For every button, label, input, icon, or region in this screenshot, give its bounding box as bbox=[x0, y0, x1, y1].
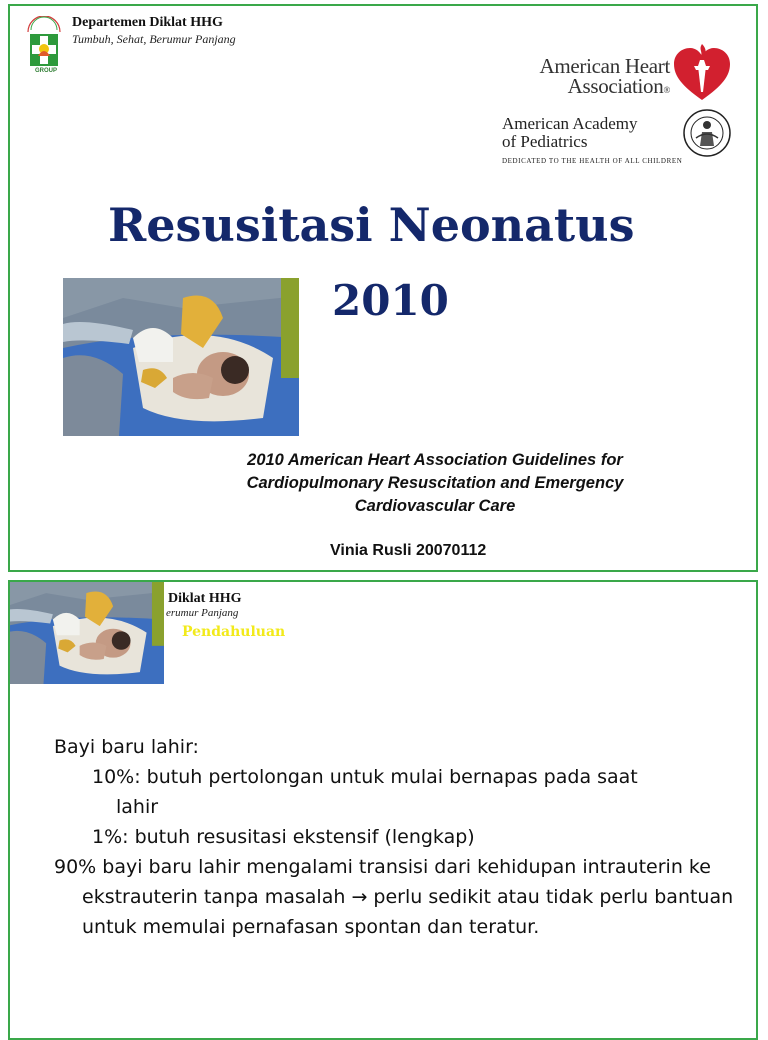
body-paragraph-2 bbox=[54, 762, 734, 822]
aha-line-2: Association® bbox=[567, 74, 670, 98]
slide-title: Resusitasi Neonatus bbox=[108, 198, 635, 252]
aap-line-2: of Pediatrics bbox=[502, 132, 588, 151]
body-paragraph-4-part-2: perlu sedikit atau tidak perlu bantuan untuk memulai pernafasan spontan dan teratur. bbox=[82, 886, 734, 938]
aha-line-1: American Heart bbox=[539, 54, 670, 78]
subtitle-line-1: 2010 American Heart Association Guidelines for bbox=[247, 451, 623, 469]
hhg-logo bbox=[24, 16, 64, 78]
slide-subtitle bbox=[200, 449, 670, 518]
section-title: Pendahuluan bbox=[182, 624, 286, 640]
aap-wordmark bbox=[502, 115, 637, 151]
org-tagline-fragment: erumur Panjang bbox=[166, 607, 239, 619]
aap-line-1: American Academy bbox=[502, 114, 638, 133]
aap-tagline: DEDICATED TO THE HEALTH OF ALL CHILDREN bbox=[502, 157, 683, 165]
body-paragraph-2-line-2: lahir bbox=[116, 796, 159, 818]
body-paragraph-1: Bayi baru lahir: bbox=[54, 736, 199, 758]
body-paragraph-4-part-1: 90% bayi baru lahir mengalami transisi dari kehidupan intrauterin ke ekstrauterin tanpa masalah bbox=[54, 856, 711, 908]
arrow-icon: → bbox=[351, 886, 368, 908]
subtitle-line-3: Cardiovascular Care bbox=[354, 497, 516, 515]
newborn-photo bbox=[63, 278, 299, 436]
author-name: Vinia Rusli 20070112 bbox=[330, 542, 487, 559]
newborn-photo-thumb bbox=[8, 580, 164, 684]
org-tagline: Tumbuh, Sehat, Berumur Panjang bbox=[72, 32, 236, 46]
org-name-fragment: Diklat HHG bbox=[168, 591, 242, 606]
body-paragraph-4 bbox=[54, 852, 734, 942]
aha-wordmark bbox=[480, 56, 670, 100]
hhg-logo-caption: GROUP bbox=[35, 68, 58, 74]
slide-body bbox=[54, 732, 734, 942]
heart-torch-icon bbox=[672, 42, 732, 104]
title-slide bbox=[8, 4, 758, 572]
org-name: Departemen Diklat HHG bbox=[72, 15, 223, 30]
body-paragraph-3: 1%: butuh resusitasi ekstensif (lengkap) bbox=[92, 826, 475, 848]
subtitle-line-2: Cardiopulmonary Resuscitation and Emergency bbox=[246, 474, 624, 492]
body-paragraph-2-line-1: 10%: butuh pertolongan untuk mulai bernapas pada saat bbox=[92, 766, 638, 788]
aap-seal-icon bbox=[682, 108, 732, 158]
content-slide bbox=[8, 580, 758, 1040]
slide-title-year: 2010 bbox=[332, 276, 449, 325]
newborn-photo-image bbox=[63, 278, 299, 436]
newborn-photo-thumb-image bbox=[8, 580, 164, 684]
